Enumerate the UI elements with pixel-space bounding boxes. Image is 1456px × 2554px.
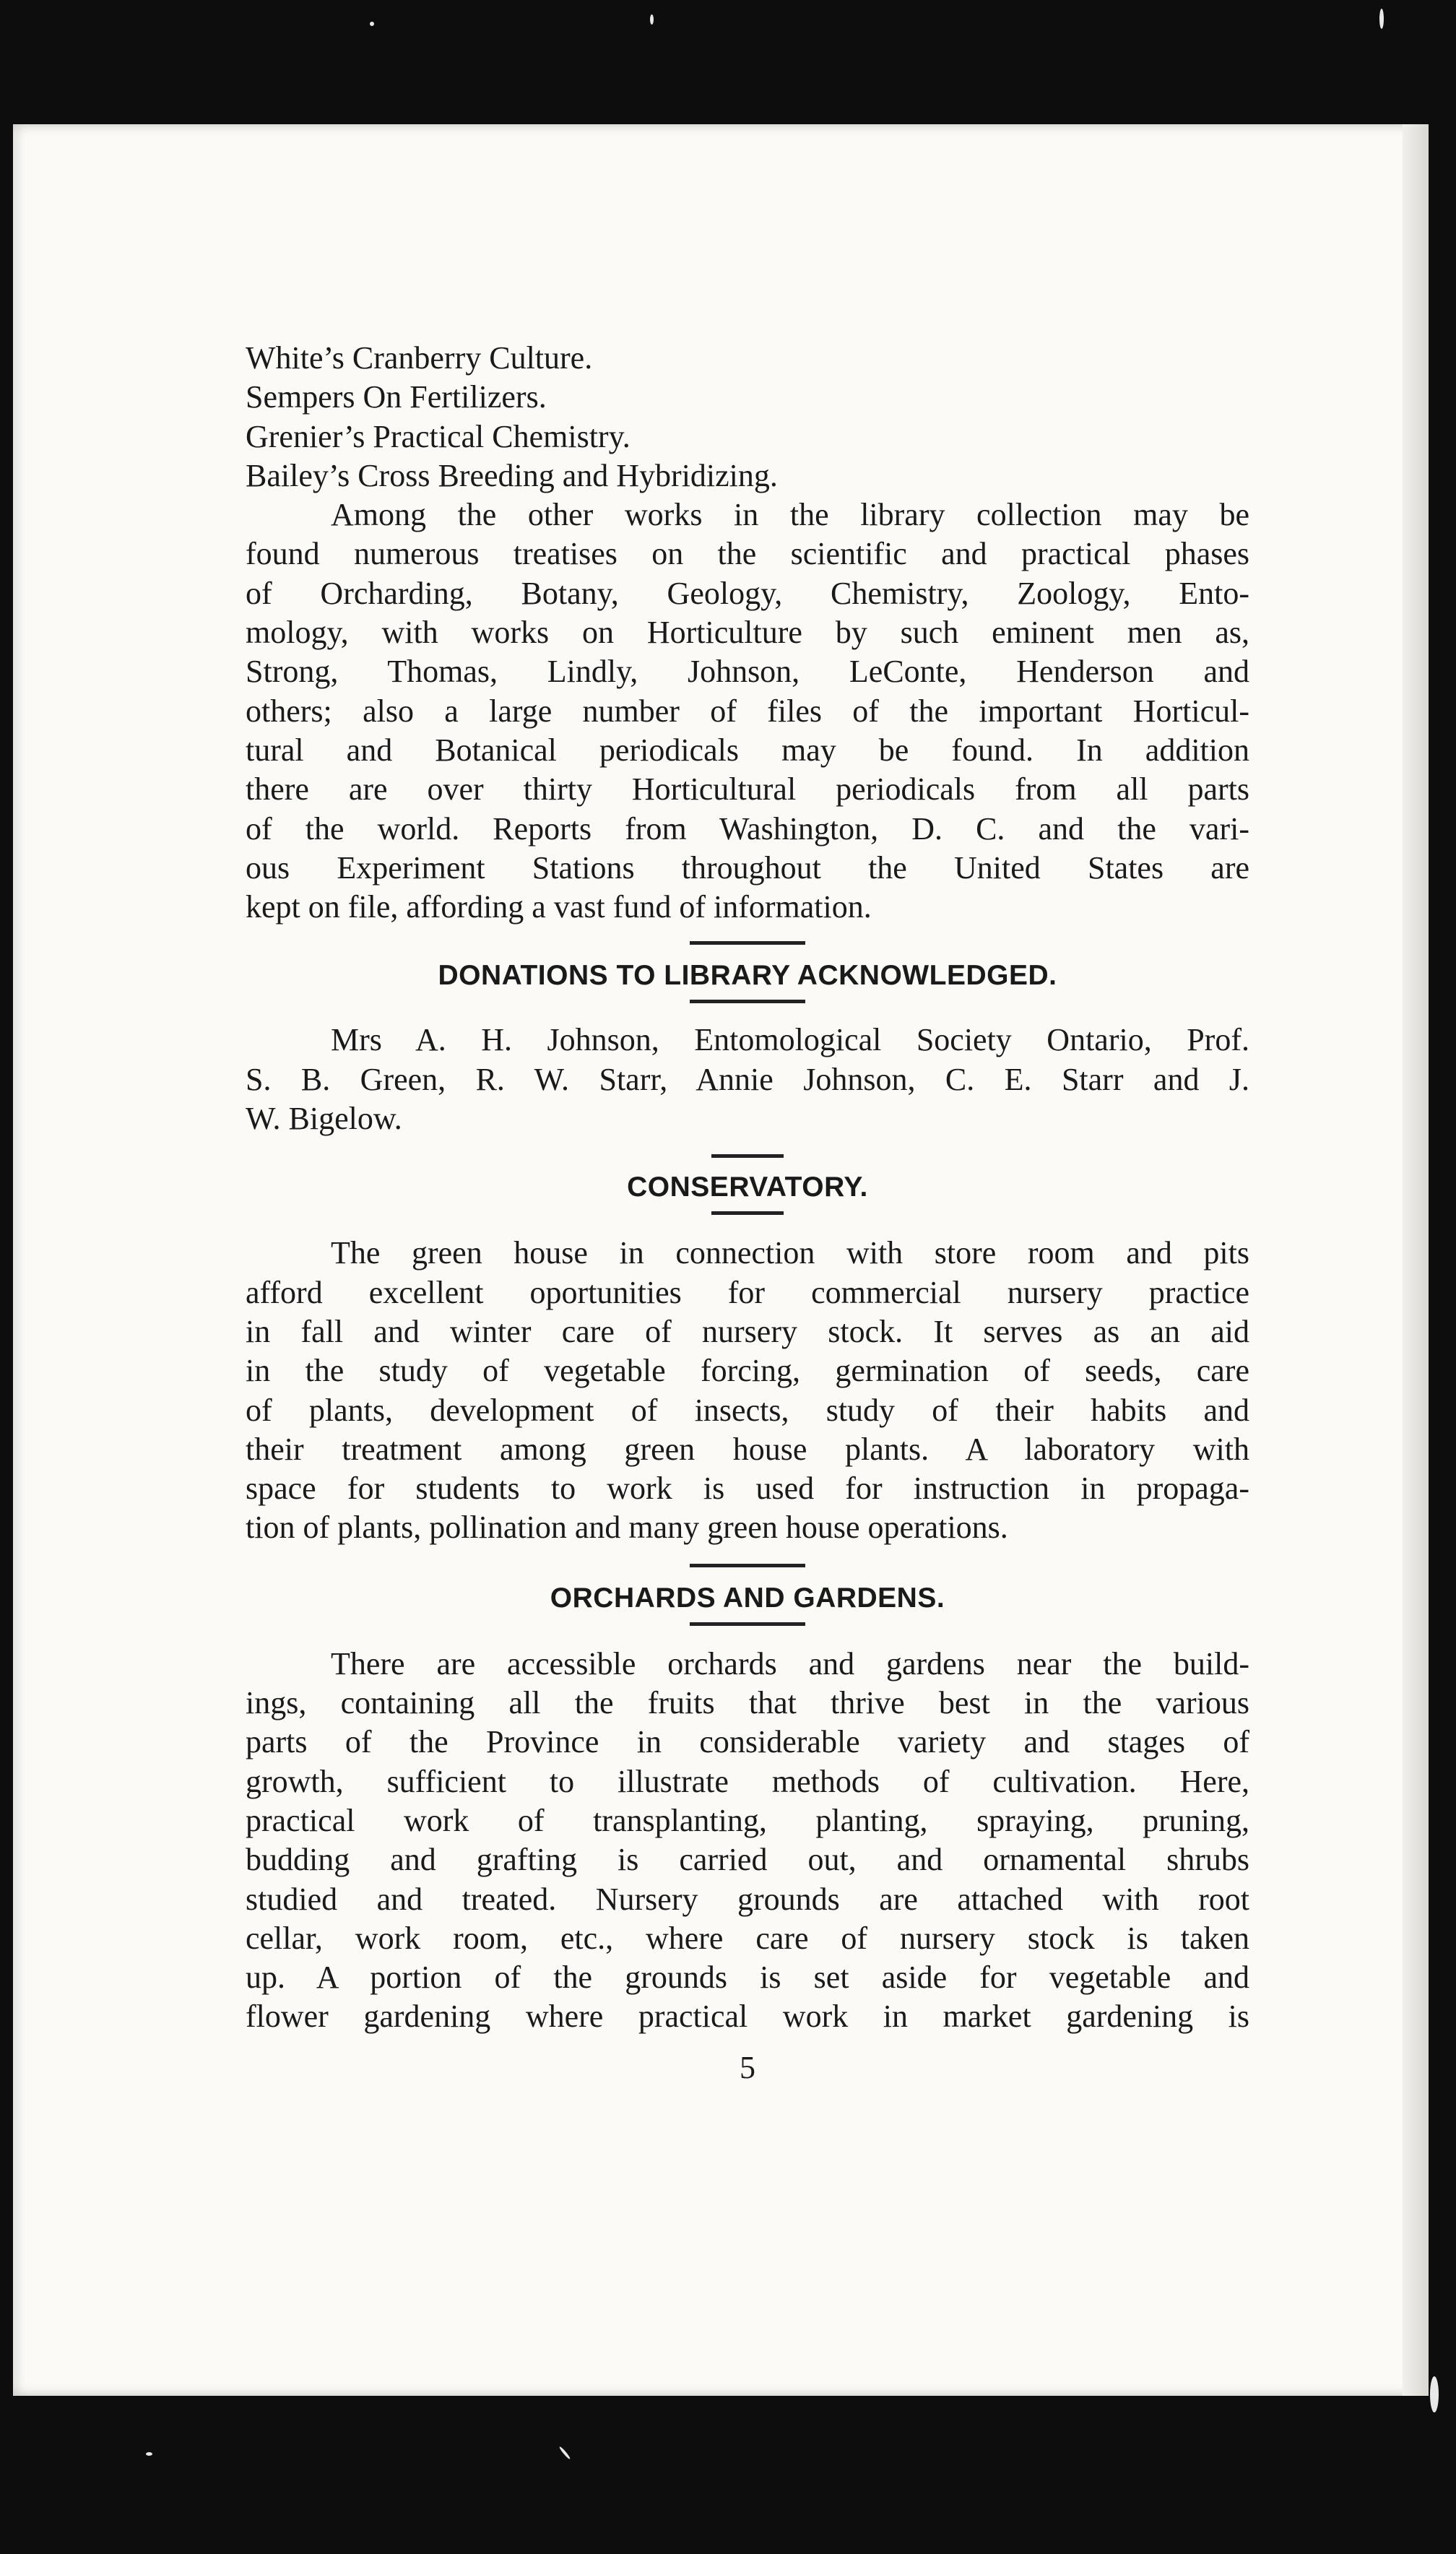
section-divider (690, 1622, 805, 1626)
paragraph-line: Mrs A. H. Johnson, Entomological Society Ontario, Prof. (331, 1022, 1249, 1058)
paragraph-line: there are over thirty Horticultural periodicals from all parts (246, 771, 1249, 808)
library-paragraph (246, 495, 1249, 927)
paragraph-line: found numerous treatises on the scientific and practical phases (246, 536, 1249, 572)
intro-book-list (246, 339, 1249, 495)
paragraph-line: of plants, development of insects, study of their habits and (246, 1392, 1249, 1428)
section-divider (690, 941, 805, 945)
page-number: 5 (740, 2049, 755, 2085)
paragraph-line: space for students to work is used for instruction in propaga- (246, 1471, 1249, 1507)
orchards-heading: ORCHARDS AND GARDENS. (550, 1582, 945, 1614)
paragraph-line: Among the other works in the library collection may be (331, 497, 1249, 533)
paragraph-line: up. A portion of the grounds is set aside for vegetable and (246, 1960, 1249, 1996)
conservatory-paragraph (246, 1234, 1249, 1547)
conservatory-heading: CONSERVATORY. (627, 1172, 868, 1203)
scan-speck (370, 22, 374, 26)
paragraph-line: kept on file, affording a vast fund of information. (246, 889, 872, 925)
section-divider (690, 1000, 805, 1003)
paragraph-line: S. B. Green, R. W. Starr, Annie Johnson, C. E. Starr and J. (246, 1061, 1249, 1097)
donations-paragraph (246, 1021, 1249, 1138)
paragraph-line: studied and treated. Nursery grounds are attached with root (246, 1881, 1249, 1917)
page-edge-shadow (1403, 124, 1429, 2396)
book-list-item: Sempers On Fertilizers. (246, 379, 547, 415)
section-divider (690, 1564, 805, 1567)
paragraph-line: afford excellent oportunities for commercial nursery practice (246, 1274, 1249, 1310)
paragraph-line: in the study of vegetable forcing, germination of seeds, care (246, 1353, 1249, 1389)
page-content (246, 339, 1249, 2119)
paragraph-line: budding and grafting is carried out, and ornamental shrubs (246, 1842, 1249, 1878)
paragraph-line: others; also a large number of files of the important Horticul- (246, 693, 1249, 729)
scan-speck (146, 2452, 152, 2456)
paragraph-line: practical work of transplanting, planting, spraying, pruning, (246, 1802, 1249, 1838)
paragraph-line: tural and Botanical periodicals may be found. In addition (246, 732, 1249, 768)
paragraph-line: their treatment among green house plants. A laboratory with (246, 1431, 1249, 1467)
paragraph-line: flower gardening where practical work in market gardening is (246, 1999, 1249, 2035)
paragraph-line: of the world. Reports from Washington, D. C. and the vari- (246, 810, 1249, 847)
paragraph-line: There are accessible orchards and gardens near the build- (331, 1645, 1249, 1681)
book-list-item: White’s Cranberry Culture. (246, 340, 593, 376)
section-divider (711, 1154, 784, 1158)
paragraph-line: growth, sufficient to illustrate methods of cultivation. Here, (246, 1763, 1249, 1799)
paragraph-line: cellar, work room, etc., where care of nursery stock is taken (246, 1920, 1249, 1956)
paragraph-line: parts of the Province in considerable variety and stages of (246, 1724, 1249, 1760)
section-divider (711, 1211, 784, 1215)
orchards-paragraph (246, 1645, 1249, 2037)
paragraph-line: mology, with works on Horticulture by such eminent men as, (246, 615, 1249, 651)
scan-speck (650, 14, 654, 25)
paragraph-line: ings, containing all the fruits that thrive best in the various (246, 1685, 1249, 1721)
paragraph-line: W. Bigelow. (246, 1101, 402, 1137)
paragraph-line: in fall and winter care of nursery stock. It serves as an aid (246, 1313, 1249, 1349)
donations-heading: DONATIONS TO LIBRARY ACKNOWLEDGED. (438, 960, 1057, 992)
book-list-item: Grenier’s Practical Chemistry. (246, 418, 630, 454)
paragraph-line: ous Experiment Stations throughout the United States are (246, 849, 1249, 886)
paragraph-line: Strong, Thomas, Lindly, Johnson, LeConte, Henderson and (246, 654, 1249, 690)
paragraph-line: The green house in connection with store room and pits (331, 1235, 1249, 1271)
scan-speck (1379, 9, 1384, 29)
paragraph-line: tion of plants, pollination and many green house operations. (246, 1510, 1008, 1546)
book-list-item: Bailey’s Cross Breeding and Hybridizing. (246, 457, 778, 493)
paragraph-line: of Orcharding, Botany, Geology, Chemistry, Zoology, Ento- (246, 575, 1249, 611)
document-page (13, 124, 1429, 2396)
scan-speck (1430, 2376, 1439, 2412)
